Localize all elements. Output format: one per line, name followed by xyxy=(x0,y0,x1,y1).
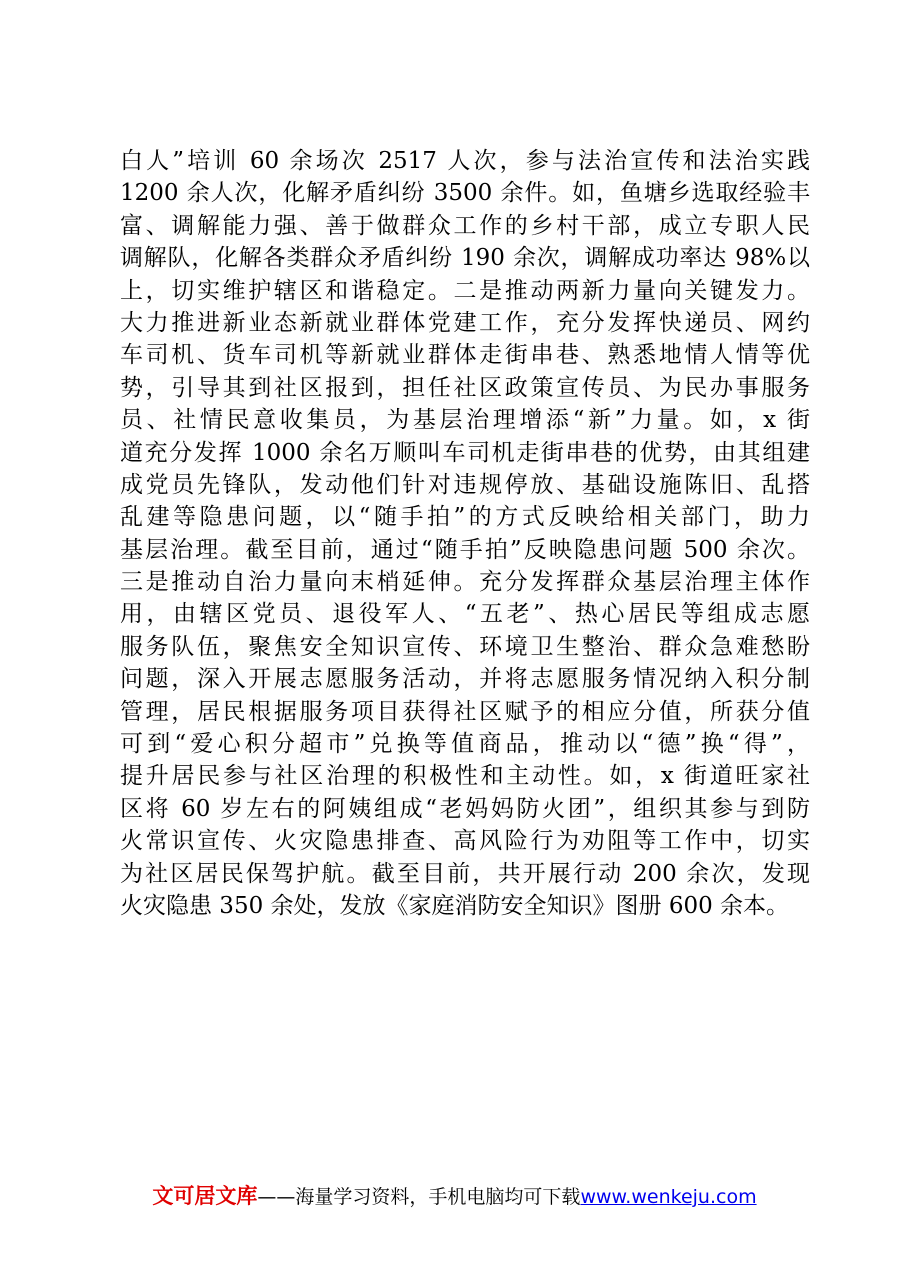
text-line: 上，切实维护辖区和谐稳定。二是推动两新力量向关键发力。 xyxy=(120,277,810,304)
text-line: 服务队伍，聚焦安全知识宣传、环境卫生整治、群众急难愁盼 xyxy=(120,633,810,660)
text-line: 提升居民参与社区治理的积极性和主动性。如，x 街道旺家社 xyxy=(120,763,810,790)
text-line: 富、调解能力强、善于做群众工作的乡村干部，成立专职人民 xyxy=(120,212,810,239)
text-line: 为社区居民保驾护航。截至目前，共开展行动 200 余次，发现 xyxy=(120,860,810,887)
text-line: 火常识宣传、火灾隐患排查、高风险行为劝阻等工作中，切实 xyxy=(120,828,810,855)
footer-brand: 文可居文库 xyxy=(152,1184,258,1208)
text-line: 大力推进新业态新就业群体党建工作，充分发挥快递员、网约 xyxy=(120,309,810,336)
page-footer xyxy=(0,1181,909,1212)
text-line: 管理，居民根据服务项目获得社区赋予的相应分值，所获分值 xyxy=(120,698,810,725)
text-line: 道充分发挥 1000 余名万顺叫车司机走街串巷的优势，由其组建 xyxy=(120,439,810,466)
text-line: 火灾隐患 350 余处，发放《家庭消防安全知识》图册 600 余本。 xyxy=(120,892,790,919)
footer-tagline: ——海量学习资料，手机电脑均可下载 xyxy=(257,1186,581,1208)
text-line: 乱建等隐患问题，以“随手拍”的方式反映给相关部门，助力 xyxy=(120,504,810,531)
text-line: 问题，深入开展志愿服务活动，并将志愿服务情况纳入积分制 xyxy=(120,666,810,693)
text-line: 员、社情民意收集员，为基层治理增添“新”力量。如，x 街 xyxy=(120,407,810,434)
text-line: 成党员先锋队，发动他们针对违规停放、基础设施陈旧、乱搭 xyxy=(120,471,810,498)
text-line: 基层治理。截至目前，通过“随手拍”反映隐患问题 500 余次。 xyxy=(120,536,810,563)
text-line: 1200 余人次，化解矛盾纠纷 3500 余件。如，鱼塘乡选取经验丰 xyxy=(120,180,810,207)
text-line: 调解队，化解各类群众矛盾纠纷 190 余次，调解成功率达 98%以 xyxy=(120,245,810,272)
text-line: 用，由辖区党员、退役军人、“五老”、热心居民等组成志愿 xyxy=(120,601,810,628)
text-line: 车司机、货车司机等新就业群体走街串巷、熟悉地情人情等优 xyxy=(120,342,810,369)
text-line: 可到“爱心积分超市”兑换等值商品，推动以“德”换“得”， xyxy=(120,731,810,758)
footer-url-link[interactable]: www.wenkeju.com xyxy=(580,1186,757,1208)
body-paragraph xyxy=(120,145,810,922)
text-line: 白人”培训 60 余场次 2517 人次，参与法治宣传和法治实践 xyxy=(120,148,810,174)
text-line: 势，引导其到社区报到，担任社区政策宣传员、为民办事服务 xyxy=(120,374,810,401)
text-line: 区将 60 岁左右的阿姨组成“老妈妈防火团”，组织其参与到防 xyxy=(120,795,810,822)
text-line: 三是推动自治力量向末梢延伸。充分发挥群众基层治理主体作 xyxy=(120,569,810,596)
